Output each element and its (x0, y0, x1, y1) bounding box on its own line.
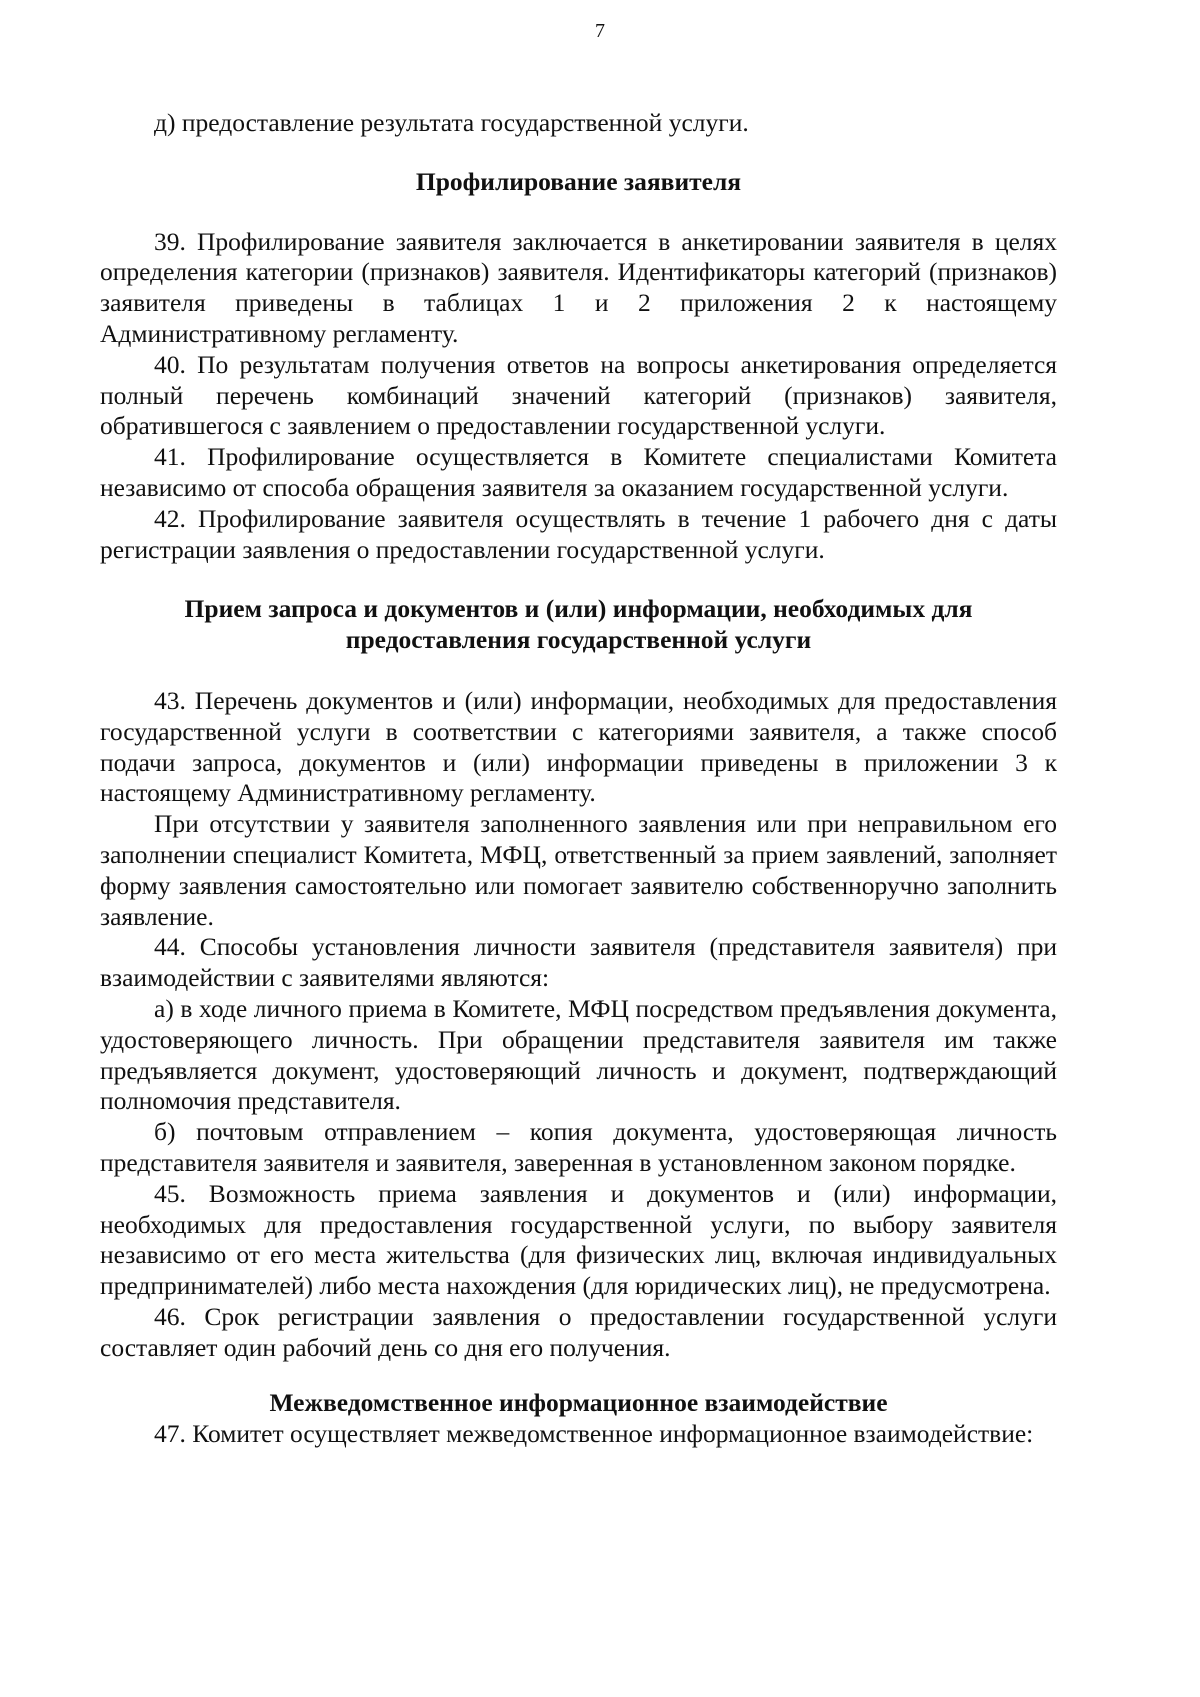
paragraph-44-a: а) в ходе личного приема в Комитете, МФЦ посредством предъявления документа, удостоверяющего личность. При обращении представителя заявителя им также предъявляется документ, удостоверяющий личность и документ, подтверждающий полномочия представителя. (100, 993, 1057, 1116)
heading-interagency: Межведомственное информационное взаимодействие (269, 1388, 888, 1418)
paragraph-44-b: б) почтовым отправлением – копия документа, удостоверяющая личность представителя заявителя и заявителя, заверенная в установленном законом порядке. (100, 1117, 1057, 1177)
paragraph-41: 41. Профилирование осуществляется в Комитете специалистами Комитета независимо от способа обращения заявителя за оказанием государственной услуги. (100, 442, 1057, 502)
paragraph-43: 43. Перечень документов и (или) информации, необходимых для предоставления государственной услуги в соответствии с категориями заявителя, а также способ подачи запроса, документов и (или) информации приведены в приложении 3 к настоящему Административному регламенту. (100, 685, 1057, 808)
paragraph-40: 40. По результатам получения ответов на вопросы анкетирования определяется полный перечень комбинаций значений категорий (признаков) заявителя, обратившегося с заявлением о предоставлении государственной услуги. (100, 349, 1057, 441)
paragraph-39: 39. Профилирование заявителя заключается в анкетировании заявителя в целях определения категории (признаков) заявителя. Идентификаторы категорий (признаков) заявителя приведены в таблицах 1 и 2 приложения 2 к настоящему Административному регламенту. (100, 226, 1057, 348)
paragraph-46: 46. Срок регистрации заявления о предоставлении государственной услуги составляет один рабочий день со дня его получения. (100, 1301, 1057, 1362)
paragraph-45: 45. Возможность приема заявления и документов и (или) информации, необходимых для предоставления государственной услуги, по выбору заявителя независимо от его места жительства (для физических лиц, включая индивидуальных предпринимателей) либо места нахождения (для юридических лиц), не предусмотрена. (100, 1178, 1057, 1301)
paragraph-47: 47. Комитет осуществляет межведомственное информационное взаимодействие: (154, 1419, 1034, 1449)
page-number: 7 (595, 20, 605, 42)
heading-request-line1: Прием запроса и документов и (или) информации, необходимых для (184, 594, 973, 624)
paragraph-d: д) предоставление результата государственной услуги. (154, 108, 749, 137)
document-body (100, 0, 1057, 1450)
paragraph-43-note: При отсутствии у заявителя заполненного заявления или при неправильном его заполнении специалист Комитета, МФЦ, ответственный за прием заявлений, заполняет форму заявления самостоятельно или помогает заявителю собственноручно заполнить заявление. (100, 809, 1057, 931)
paragraph-44: 44. Способы установления личности заявителя (представителя заявителя) при взаимодействии с заявителями являются: (100, 932, 1057, 993)
paragraph-42: 42. Профилирование заявителя осуществлять в течение 1 рабочего дня с даты регистрации заявления о предоставлении государственной услуги. (100, 503, 1057, 564)
heading-request-line2: предоставления государственной услуги (345, 625, 812, 655)
heading-profiling: Профилирование заявителя (415, 166, 742, 196)
